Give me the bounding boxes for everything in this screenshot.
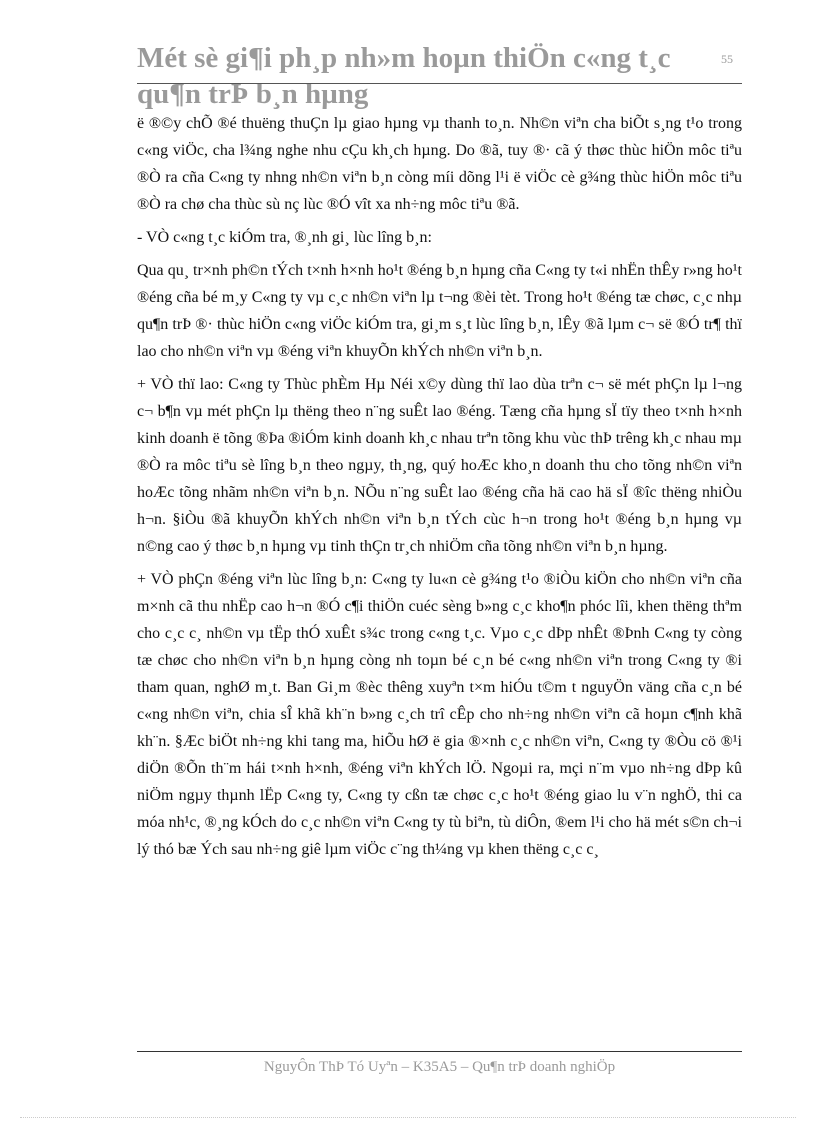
page-footer: NguyÔn ThÞ Tó Uyªn – K35A5 – Qu¶n trÞ doanh nghiÖp [263,1059,616,1075]
page-edge-dotted-line [20,1117,796,1118]
body-paragraph: + VÒ thï lao: C«ng ty Thùc phÈm Hµ Néi x©y dùng thï lao dùa trªn c¬ së mét phÇn lµ l¬ng c¬ b¶n vµ mét phÇn lµ thëng theo n¨ng suÊt lao ®éng. Tæng cña hµng sÏ tïy theo t×nh h×nh kinh doanh ë tõng ®Þa ®iÓm kinh doanh kh¸c nhau trªn tõng khu vùc thÞ trêng kh¸c nhau mµ ®Ò ra môc tiªu sè lîng b¸n theo ngµy, th¸ng, quý hoÆc kho¸n doanh thu cho tõng nh©n viªn hoÆc tõng nhãm nh©n viªn b¸n. NÕu n¨ng suÊt lao ®éng cña hä cao hä sÏ ®îc thëng nhiÒu h¬n. §iÒu ®ã khuyÕn khÝch nh©n viªn b¸n tÝch cùc h¬n trong ho¹t ®éng b¸n hµng vµ n©ng cao ý thøc b¸n hµng vµ tinh thÇn tr¸ch nhiÖm cña tõng nh©n viªn b¸n hµng. [137,376,742,555]
header-divider [137,83,742,84]
body-paragraph: ë ®©y chÕ ®é thuëng thuÇn lµ giao hµng vµ thanh to¸n. Nh©n viªn cha biÕt s¸ng t¹o trong c«ng viÖc, cha l¾ng nghe nhu cÇu kh¸ch hµng. Do ®ã, tuy ®· cã ý thøc thùc hiÖn môc tiªu ®Ò ra cña C«ng ty nhng nh©n viªn b¸n còng míi dõng l¹i ë viÖc cè g¾ng thùc hiÖn môc tiªu ®Ò ra chø cha thùc sù nç lùc ®Ó vît xa nh÷ng môc tiªu ®ã. [137,115,742,213]
page-header [137,40,742,114]
document-body [137,110,742,869]
body-paragraph: Qua qu¸ tr×nh ph©n tÝch t×nh h×nh ho¹t ®éng b¸n hµng cña C«ng ty t«i nhËn thÊy r»ng ho¹t ®éng cña bé m¸y C«ng ty vµ c¸c nh©n viªn lµ t¬ng ®èi tèt. Trong ho¹t ®éng tæ chøc, c¸c nhµ qu¶n trÞ ®· thùc hiÖn c«ng viÖc kiÓm tra, gi¸m s¸t lùc lîng b¸n, lÊy ®ã lµm c¬ së ®Ó tr¶ thï lao cho nh©n viªn vµ ®éng viªn khuyÕn khÝch nh©n viªn b¸n. [137,262,742,360]
page-title: Mét sè gi¶i ph¸p nh»m hoµn thiÖn c«ng t¸c qu¶n trÞ b¸n hµng [137,42,671,110]
footer-divider [137,1051,742,1052]
page-number: 55 [721,52,733,66]
body-paragraph: + VÒ phÇn ®éng viªn lùc lîng b¸n: C«ng ty lu«n cè g¾ng t¹o ®iÒu kiÖn cho nh©n viªn cña m×nh cã thu nhËp cao h¬n ®Ó c¶i thiÖn cuéc sèng b»ng c¸c kho¶n phóc lîi, khen thëng thªm cho c¸c c¸ nh©n vµ tËp thÓ xuÊt s¾c trong c«ng t¸c. Vµo c¸c dÞp nhÊt ®Þnh C«ng ty còng tæ chøc cho nh©n viªn b¸n hµng còng nh toµn bé c¸n bé c«ng nh©n viªn trong C«ng ty ®i tham quan, nghØ m¸t. Ban Gi¸m ®èc thêng xuyªn t×m hiÓu t©m t nguyÖn väng cña c¸n bé c«ng nh©n viªn, chia sÎ khã kh¨n b»ng c¸ch trî cÊp cho nh÷ng nh©n viªn cã hoµn c¶nh khã kh¨n. §Æc biÖt nh÷ng khi tang ma, hiÕu hØ ë gia ®×nh c¸c nh©n viªn, C«ng ty ®Òu cö ®¹i diÖn ®Õn th¨m hái t×nh h×nh, ®éng viªn khÝch lÖ. Ngoµi ra, mçi n¨m vµo nh÷ng dÞp kû niÖm ngµy thµnh lËp C«ng ty, C«ng ty cßn tæ chøc c¸c ho¹t ®éng giao lu v¨n nghÖ, thi ca móa nh¹c, ®¸ng kÓch do c¸c nh©n viªn C«ng ty tù biªn, tù diÔn, ®em l¹i cho hä mét s©n ch¬i lý thó bæ Ých sau nh÷ng giê lµm viÖc c¨ng th¼ng vµ khen thëng c¸c c¸ [137,571,742,858]
section-heading: - VÒ c«ng t¸c kiÓm tra, ®¸nh gi¸ lùc lîng b¸n: [137,229,432,246]
